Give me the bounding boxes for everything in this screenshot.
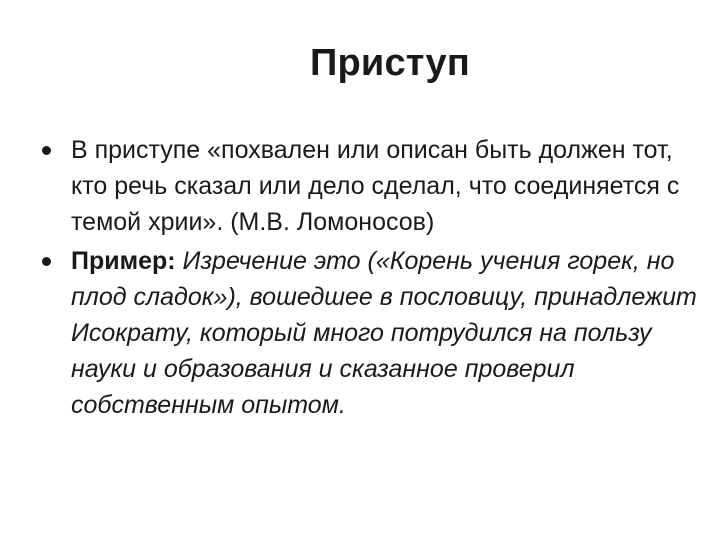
bullet-dot-icon <box>42 257 51 266</box>
bullet-text: В приступе «похвален или описан быть должен тот, кто речь сказал или дело сделал, что соединяется с темой хрии». (М.В. Ломоносов) <box>71 136 680 236</box>
bullet-list <box>38 133 698 427</box>
example-label: Пример: <box>71 247 176 276</box>
slide-title: Приступ <box>309 42 471 84</box>
example-text: Изречение это («Корень учения горек, но плод сладок»), вошедшее в пословицу, принадлежит Исократу, который много потрудился на пользу науки и образования и сказанное проверил собственным опытом. <box>71 247 697 419</box>
bullet-item-quote <box>38 133 698 240</box>
bullet-item-example <box>38 244 698 423</box>
bullet-dot-icon <box>42 146 51 155</box>
